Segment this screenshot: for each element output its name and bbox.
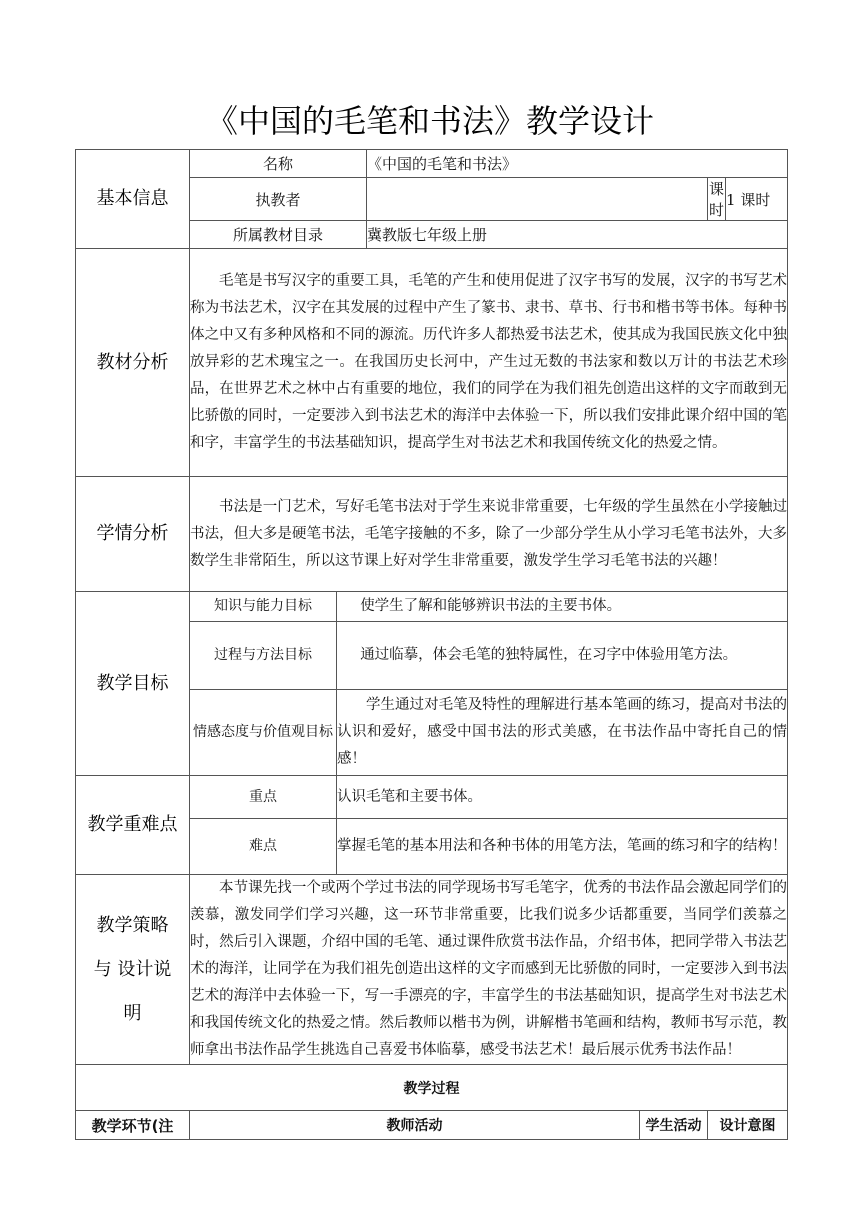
- process-header-row: [76, 1111, 788, 1140]
- material-analysis-text: 毛笔是书写汉字的重要工具，毛笔的产生和使用促进了汉字书写的发展，汉字的书写艺术称为书法艺术，汉字在其发展的过程中产生了篆书、隶书、草书、行书和楷书等书体。每种书体之中又有多种风格和不同的源流。历代许多人都热爱书法艺术，使其成为我国民族文化中独放异彩的艺术瑰宝之一。在我国历史长河中，产生过无数的书法家和数以万计的书法艺术珍品，在世界艺术之林中占有重要的地位，我们的同学在为我们祖先创造出这样的文字而敢到无比骄傲的同时，一定要涉入到书法艺术的海洋中去体验一下，所以我们安排此课介绍中国的笔和字，丰富学生的书法基础知识，提高学生对书法艺术和我国传统文化的热爱之情。: [190, 249, 788, 477]
- process-heading: 教学过程: [76, 1065, 788, 1111]
- goal-process-text: 通过临摹，体会毛笔的独特属性，在习字中体验用笔方法。: [337, 622, 788, 690]
- keypoint-difficulty-label: 难点: [190, 819, 337, 875]
- keypoint-difficulty-text: 掌握毛笔的基本用法和各种书体的用笔方法，笔画的练习和字的结构！: [337, 819, 788, 875]
- col-student-activity: 学生活动: [640, 1111, 708, 1140]
- student-analysis-text: 书法是一门艺术，写好毛笔书法对于学生来说非常重要，七年级的学生虽然在小学接触过书法，但大多是硬笔书法，毛笔字接触的不多，除了一少部分学生从小学习毛笔书法外，大多数学生非常陌生，所以这节课上好对学生非常重要，激发学生学习毛笔书法的兴趣！: [190, 477, 788, 592]
- col-stage: 教学环节(注: [76, 1111, 190, 1140]
- period-label: 课时: [708, 178, 726, 221]
- col-teacher-activity: 教师活动: [190, 1111, 640, 1140]
- goal-row-knowledge: [76, 592, 788, 622]
- strategy-text: 本节课先找一个或两个学过书法的同学现场书写毛笔字，优秀的书法作品会激起同学们的羡慕，激发同学们学习兴趣，这一环节非常重要，比我们说多少话都重要，当同学们羡慕之时，然后引入课题，介绍中国的毛笔、通过课件欣赏书法作品，介绍书体，把同学带入书法艺术的海洋，让同学在为我们祖先创造出这样的文字而感到无比骄傲的同时，一定要涉入到书法艺术的海洋中去体验一下，写一手漂亮的字，丰富学生的书法基础知识，提高学生对书法艺术和我国传统文化的热爱之情。然后教师以楷书为例，讲解楷书笔画和结构，教师书写示范，教师拿出书法作品学生挑选自己喜爱书体临摹，感受书法艺术！最后展示优秀书法作品！: [190, 875, 788, 1065]
- teacher-label: 执教者: [190, 178, 367, 221]
- basic-info-row-name: [76, 150, 788, 178]
- col-design-intent: 设计意图: [708, 1111, 788, 1140]
- section-teaching-strategy: 教学策略与 设计说明: [76, 875, 190, 1065]
- goal-process-label: 过程与方法目标: [190, 622, 337, 690]
- goal-emotion-label: 情感态度与价值观目标: [190, 690, 337, 776]
- process-heading-row: [76, 1065, 788, 1111]
- material-analysis-row: [76, 249, 788, 477]
- lesson-plan-table: [75, 149, 788, 1140]
- keypoint-row-focus: [76, 776, 788, 819]
- section-teaching-goals: 教学目标: [76, 592, 190, 776]
- textbook-label: 所属教材目录: [190, 221, 367, 249]
- section-key-difficult-points: 教学重难点: [76, 776, 190, 875]
- textbook-value: 冀教版七年级上册: [367, 221, 788, 249]
- section-material-analysis: 教材分析: [76, 249, 190, 477]
- period-value: 1 课时: [726, 178, 788, 221]
- goal-knowledge-text: 使学生了解和能够辨识书法的主要书体。: [337, 592, 788, 622]
- keypoint-focus-text: 认识毛笔和主要书体。: [337, 776, 788, 819]
- teacher-value: [367, 178, 708, 221]
- name-label: 名称: [190, 150, 367, 178]
- student-analysis-row: [76, 477, 788, 592]
- name-value: 《中国的毛笔和书法》: [367, 150, 788, 178]
- strategy-row: [76, 875, 788, 1065]
- goal-knowledge-label: 知识与能力目标: [190, 592, 337, 622]
- document-title: 《中国的毛笔和书法》教学设计: [205, 102, 654, 140]
- section-student-analysis: 学情分析: [76, 477, 190, 592]
- goal-emotion-text: 学生通过对毛笔及特性的理解进行基本笔画的练习，提高对书法的认识和爱好，感受中国书法的形式美感，在书法作品中寄托自己的情感！: [337, 690, 788, 776]
- keypoint-focus-label: 重点: [190, 776, 337, 819]
- section-basic-info: 基本信息: [76, 150, 190, 249]
